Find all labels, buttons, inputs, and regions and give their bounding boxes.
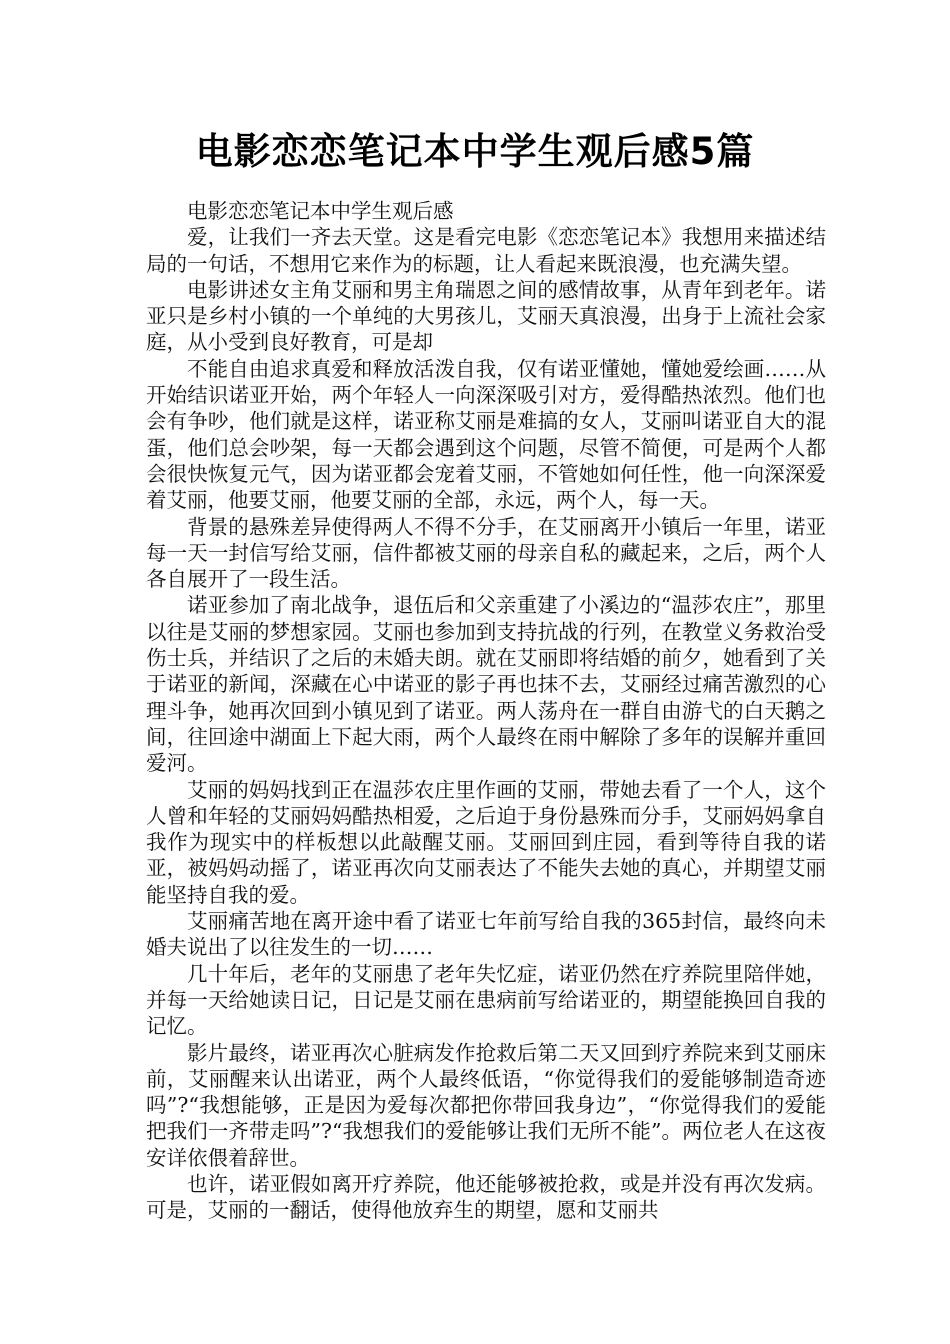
paragraph-subtitle: 电影恋恋笔记本中学生观后感 bbox=[187, 199, 454, 223]
document-body bbox=[146, 198, 826, 1224]
document-title: 电影恋恋笔记本中学生观后感5篇 bbox=[195, 130, 755, 173]
paragraph: 诺亚参加了南北战争，退伍后和父亲重建了小溪边的“温莎农庄”，那里以往是艾丽的梦想家园。艾丽也参加到支持抗战的行列，在教堂义务救治受伤士兵，并结识了之后的未婚夫朗。就在艾丽即将结婚的前夕，她看到了关于诺亚的新闻，深藏在心中诺亚的影子再也抹不去，艾丽经过痛苦激烈的心理斗争，她再次回到小镇见到了诺亚。两人荡舟在一群自由游弋的白天鹅之间，往回途中湖面上下起大雨，两个人最终在雨中解除了多年的误解并重回爱河。 bbox=[146, 593, 826, 776]
paragraph: 背景的悬殊差异使得两人不得不分手，在艾丽离开小镇后一年里，诺亚每一天一封信写给艾丽，信件都被艾丽的母亲自私的藏起来，之后，两个人各自展开了一段生活。 bbox=[146, 514, 826, 592]
paragraph: 艾丽的妈妈找到正在温莎农庄里作画的艾丽，带她去看了一个人，这个人曾和年轻的艾丽妈妈酷热相爱，之后迫于身份悬殊而分手，艾丽妈妈拿自我作为现实中的样板想以此敲醒艾丽。艾丽回到庄园，看到等待自我的诺亚，被妈妈动摇了，诺亚再次向艾丽表达了不能失去她的真心，并期望艾丽能坚持自我的爱。 bbox=[146, 777, 826, 907]
paragraph: 几十年后，老年的艾丽患了老年失忆症，诺亚仍然在疗养院里陪伴她，并每一天给她读日记，日记是艾丽在患病前写给诺亚的，期望能换回自我的记忆。 bbox=[146, 961, 826, 1039]
paragraph: 不能自由追求真爱和释放活泼自我，仅有诺亚懂她，懂她爱绘画……从开始结识诺亚开始，两个年轻人一向深深吸引对方，爱得酷热浓烈。他们也会有争吵，他们就是这样，诺亚称艾丽是难搞的女人，艾丽叫诺亚自大的混蛋，他们总会吵架，每一天都会遇到这个问题，尽管不简便，可是两个人都会很快恢复元气，因为诺亚都会宠着艾丽，不管她如何任性，他一向深深爱着艾丽，他要艾丽，他要艾丽的全部，永远，两个人，每一天。 bbox=[146, 356, 826, 513]
paragraph: 艾丽痛苦地在离开途中看了诺亚七年前写给自我的365封信，最终向未婚夫说出了以往发生的一切…… bbox=[146, 909, 826, 960]
paragraph: 电影讲述女主角艾丽和男主角瑞恩之间的感情故事，从青年到老年。诺亚只是乡村小镇的一个单纯的大男孩儿，艾丽天真浪漫，出身于上流社会家庭，从小受到良好教育，可是却 bbox=[146, 277, 826, 355]
paragraph: 影片最终，诺亚再次心脏病发作抢救后第二天又回到疗养院来到艾丽床前，艾丽醒来认出诺亚，两个人最终低语，“你觉得我们的爱能够制造奇迹吗”?“我想能够，正是因为爱每次都把你带回我身边”，“你觉得我们的爱能把我们一齐带走吗”?“我想我们的爱能够让我们无所不能”。两位老人在这夜安详依偎着辞世。 bbox=[146, 1040, 826, 1170]
paragraph: 也许，诺亚假如离开疗养院，他还能够被抢救，或是并没有再次发病。可是，艾丽的一翻话，使得他放弃生的期望，愿和艾丽共 bbox=[146, 1171, 826, 1223]
paragraph: 爱，让我们一齐去天堂。这是看完电影《恋恋笔记本》我想用来描述结局的一句话，不想用它来作为的标题，让人看起来既浪漫，也充满失望。 bbox=[146, 225, 826, 276]
